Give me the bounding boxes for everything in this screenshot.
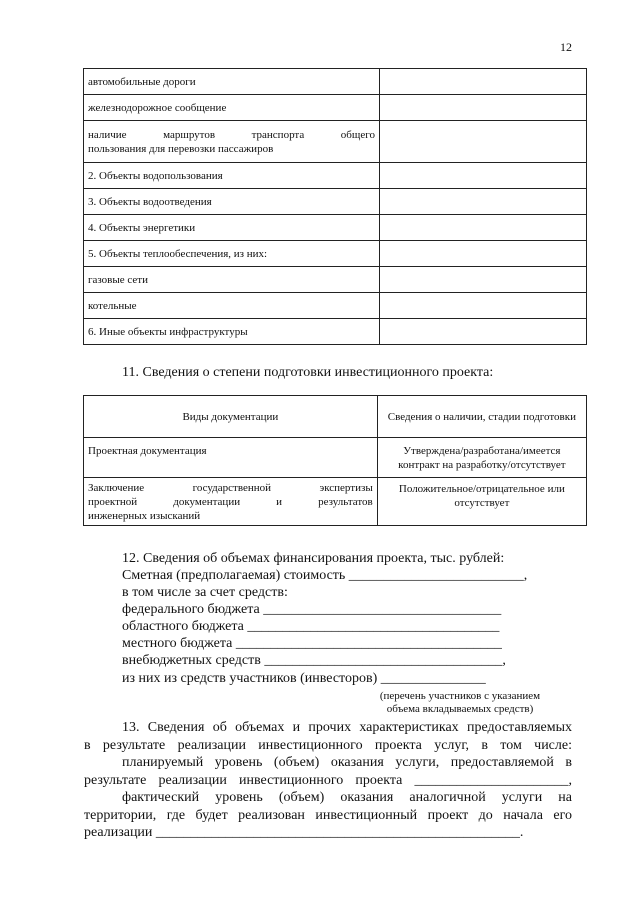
page-number: 12 xyxy=(560,40,572,54)
estimated-cost-line: Сметная (предполагаемая) стоимость _________________________, xyxy=(122,568,528,583)
table-cell-empty xyxy=(379,163,586,189)
section-13-line: фактический уровень (объем) оказания аналогичной услуги на xyxy=(122,790,572,805)
table-cell: Положительное/отрицательное или отсутствует xyxy=(377,478,586,526)
column-header-doc-types: Виды документации xyxy=(84,396,378,438)
investors-line: из них из средств участников (инвесторов) _______________ xyxy=(122,671,486,686)
table-row xyxy=(84,95,587,121)
table-row xyxy=(84,267,587,293)
extra-budget-line: внебюджетных средств __________________________________, xyxy=(122,653,506,668)
cell-line: проектной документации и результатов xyxy=(88,495,373,508)
table-cell: 2. Объекты водопользования xyxy=(84,163,380,189)
section-13-line: в результате реализации инвестиционного проекта услуг, в том числе: xyxy=(84,737,572,753)
table-row xyxy=(84,438,587,478)
funding-sources-intro: в том числе за счет средств: xyxy=(122,585,288,600)
table-row xyxy=(84,163,587,189)
cell-line: наличие маршрутов транспорта общего xyxy=(88,128,375,141)
table-cell xyxy=(84,121,380,163)
regional-budget-line: областного бюджета ____________________________________ xyxy=(122,619,500,634)
table-cell-empty xyxy=(379,267,586,293)
table-cell-empty xyxy=(379,95,586,121)
table-cell-empty xyxy=(379,121,586,163)
table-cell: Утверждена/разработана/имеется контракт на разработку/отсутствует xyxy=(377,438,586,478)
cell-line: инженерных изысканий xyxy=(88,509,201,522)
table-cell-empty xyxy=(379,69,586,95)
local-budget-line: местного бюджета ______________________________________ xyxy=(122,636,502,651)
cell-line: Заключение государственной экспертизы xyxy=(88,481,373,494)
table-cell: Проектная документация xyxy=(84,438,378,478)
section-13-line: 13. Сведения об объемах и прочих характеристиках предоставляемых xyxy=(122,720,572,735)
infrastructure-table xyxy=(83,68,587,345)
table-row xyxy=(84,121,587,163)
section-13-line: территории, где будет реализован инвестиционный проект до начала его xyxy=(84,807,572,823)
table-cell: котельные xyxy=(84,293,380,319)
federal-budget-line: федерального бюджета __________________________________ xyxy=(122,602,502,617)
investors-note: (перечень участников с указанием объема вкладываемых средств) xyxy=(379,690,541,715)
table-row xyxy=(84,319,587,345)
documentation-table xyxy=(83,395,587,526)
table-row xyxy=(84,69,587,95)
section-13-line: результате реализации инвестиционного проекта ______________________, xyxy=(84,772,572,788)
table-row xyxy=(84,241,587,267)
section-12-heading: 12. Сведения об объемах финансирования проекта, тыс. рублей: xyxy=(122,551,505,566)
column-header-status: Сведения о наличии, стадии подготовки xyxy=(377,396,586,438)
table-row xyxy=(84,478,587,526)
table-cell-empty xyxy=(379,189,586,215)
cell-line: пользования для перевозки пассажиров xyxy=(88,142,274,155)
table-cell: 3. Объекты водоотведения xyxy=(84,189,380,215)
table-cell: автомобильные дороги xyxy=(84,69,380,95)
table-row xyxy=(84,189,587,215)
table-cell: железнодорожное сообщение xyxy=(84,95,380,121)
table-cell: 6. Иные объекты инфраструктуры xyxy=(84,319,380,345)
table-cell-empty xyxy=(379,319,586,345)
table-cell-empty xyxy=(379,215,586,241)
table-cell-empty xyxy=(379,241,586,267)
table-cell: 4. Объекты энергетики xyxy=(84,215,380,241)
table-cell xyxy=(84,478,378,526)
section-11-heading: 11. Сведения о степени подготовки инвестиционного проекта: xyxy=(122,365,494,380)
table-cell-empty xyxy=(379,293,586,319)
section-13-line: реализации ____________________________________________________. xyxy=(84,825,524,840)
table-row xyxy=(84,215,587,241)
table-row xyxy=(84,293,587,319)
section-13-text xyxy=(84,719,572,842)
table-cell: 5. Объекты теплообеспечения, из них: xyxy=(84,241,380,267)
section-13-line: планируемый уровень (объем) оказания услуги, предоставляемой в xyxy=(122,755,572,770)
table-cell: газовые сети xyxy=(84,267,380,293)
table-header-row xyxy=(84,396,587,438)
